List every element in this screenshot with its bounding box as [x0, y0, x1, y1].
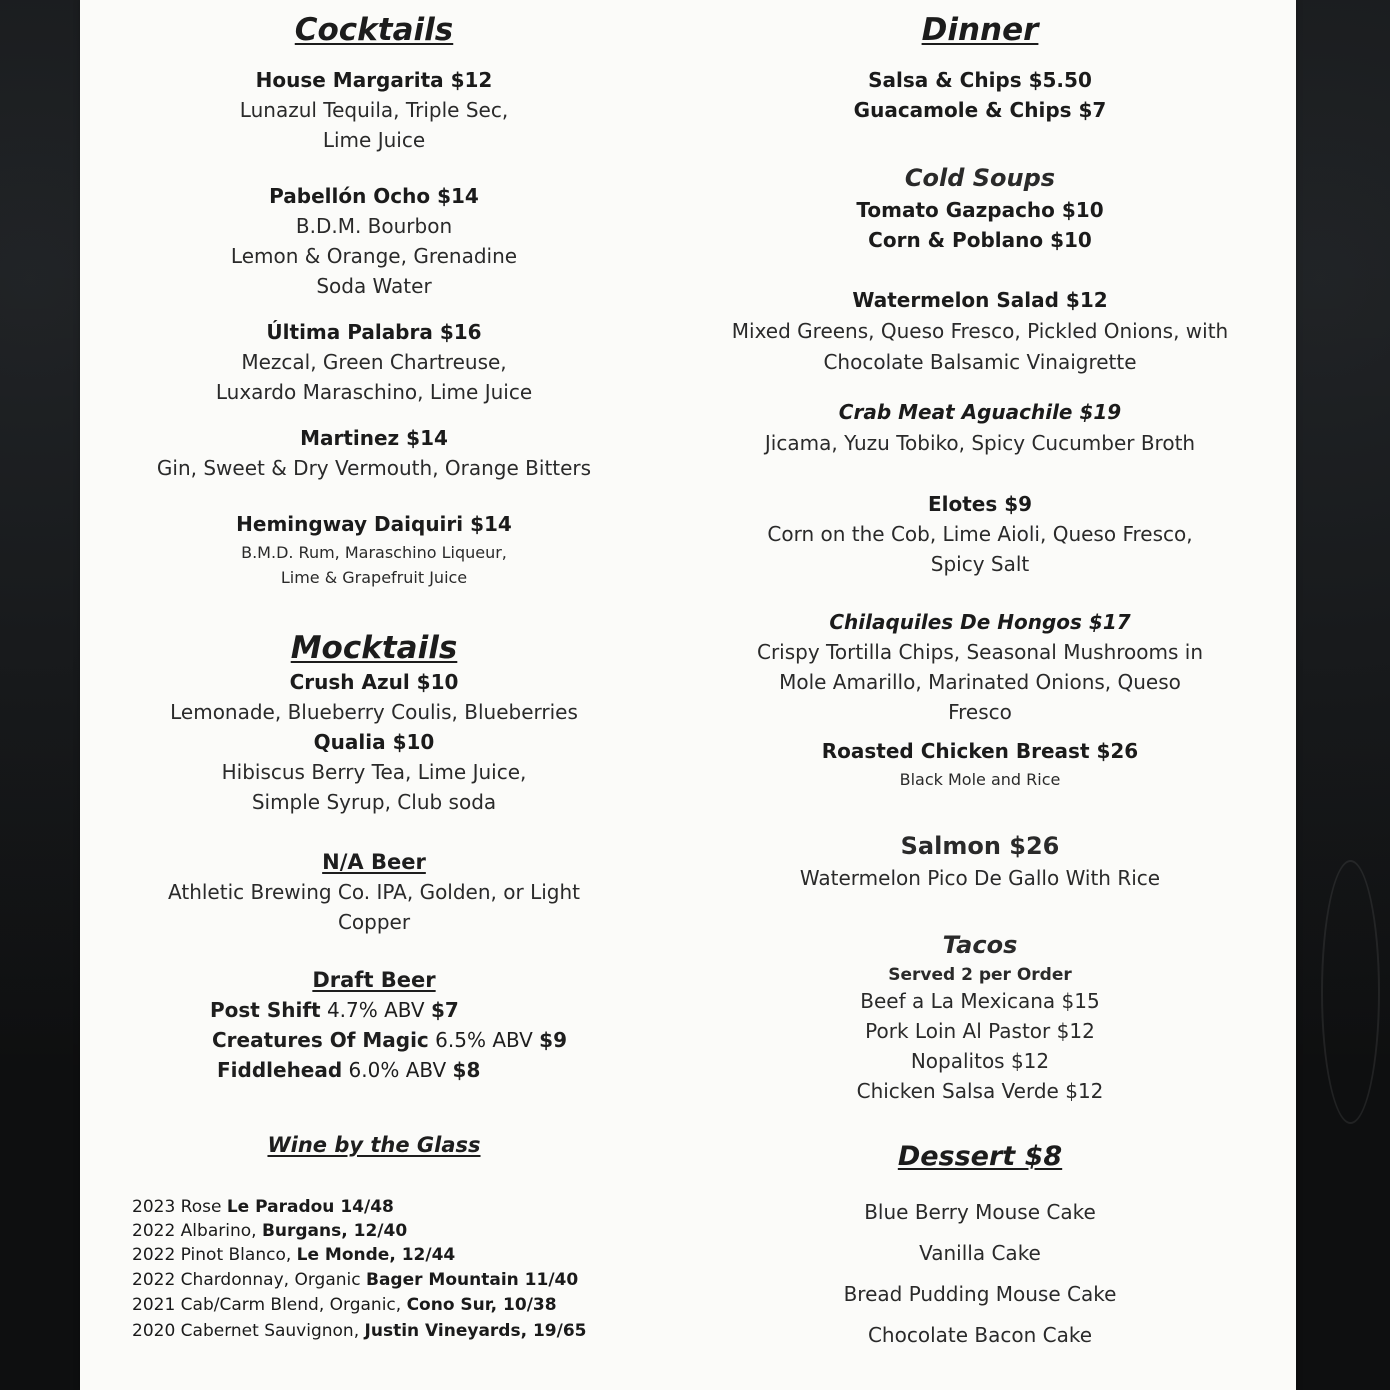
cocktail-desc: B.D.M. Bourbon — [295, 214, 453, 238]
mocktail-desc: Simple Syrup, Club soda — [251, 790, 497, 814]
wine-producer: Le Monde, 12/44 — [296, 1245, 456, 1265]
mocktail-name: Qualia $10 — [313, 730, 435, 754]
wine-producer: Bager Mountain 11/40 — [365, 1270, 579, 1290]
cocktail-desc: B.M.D. Rum, Maraschino Liqueur, — [241, 543, 507, 562]
tacos-title: Tacos — [942, 931, 1018, 959]
dessert-item: Chocolate Bacon Cake — [867, 1323, 1093, 1347]
cocktail-desc: Gin, Sweet & Dry Vermouth, Orange Bitters — [156, 456, 592, 480]
cocktail-name: Hemingway Daiquiri $14 — [236, 512, 512, 536]
cocktail-name: Martinez $14 — [300, 426, 448, 450]
dinner-item-desc: Spicy Salt — [930, 552, 1030, 576]
wine-varietal: Cabernet Sauvignon, — [180, 1321, 360, 1341]
dinner-item-desc: Black Mole and Rice — [899, 770, 1061, 789]
wine-varietal: Cab/Carm Blend, Organic, — [180, 1295, 402, 1315]
wine-item — [132, 1245, 692, 1265]
dessert-item: Bread Pudding Mouse Cake — [843, 1282, 1117, 1306]
cocktail-desc: Lime Juice — [322, 128, 426, 152]
cocktail-desc: Luxardo Maraschino, Lime Juice — [215, 380, 533, 404]
draft-beer-abv: 6.5% ABV — [435, 1028, 533, 1052]
draft-beer-name: Fiddlehead — [217, 1058, 343, 1082]
wine-producer: Cono Sur, 10/38 — [406, 1295, 557, 1315]
dinner-item-name: Roasted Chicken Breast $26 — [821, 739, 1139, 763]
dinner-item-name: Elotes $9 — [927, 492, 1033, 516]
dinner-item-desc: Jicama, Yuzu Tobiko, Spicy Cucumber Broth — [764, 431, 1196, 455]
dinner-item-desc: Mixed Greens, Queso Fresco, Pickled Onions, with — [731, 319, 1229, 343]
dinner-item-desc: Mole Amarillo, Marinated Onions, Queso — [779, 670, 1181, 694]
wine-producer: Le Paradou 14/48 — [226, 1197, 394, 1217]
dessert-item: Vanilla Cake — [919, 1241, 1041, 1265]
taco-item: Pork Loin Al Pastor $12 — [865, 1019, 1095, 1043]
cocktail-desc: Lime & Grapefruit Juice — [280, 568, 468, 587]
wine-varietal: Chardonnay, Organic — [180, 1270, 361, 1290]
wine-item — [132, 1295, 692, 1315]
wine-vintage: 2022 — [132, 1221, 176, 1241]
dinner-title: Dinner — [921, 12, 1039, 48]
wine-item — [132, 1321, 692, 1341]
cocktail-name: Pabellón Ocho $14 — [269, 184, 479, 208]
wine-producer: Justin Vineyards, 19/65 — [364, 1321, 587, 1341]
dinner-item-desc: Corn on the Cob, Lime Aioli, Queso Fresco, — [767, 522, 1193, 546]
cold-soups-title: Cold Soups — [904, 164, 1056, 192]
na-beer-title: N/A Beer — [322, 850, 426, 874]
menu-page — [80, 0, 1296, 1390]
taco-item: Chicken Salsa Verde $12 — [856, 1079, 1104, 1103]
wine-title: Wine by the Glass — [267, 1133, 481, 1157]
cocktail-name: House Margarita $12 — [255, 68, 493, 92]
taco-item: Beef a La Mexicana $15 — [860, 989, 1100, 1013]
wine-varietal: Albarino, — [180, 1221, 257, 1241]
draft-beer-name: Post Shift — [210, 998, 321, 1022]
draft-beer-price: $7 — [430, 998, 459, 1022]
cocktail-desc: Mezcal, Green Chartreuse, — [241, 350, 507, 374]
dinner-item-name: Watermelon Salad $12 — [852, 288, 1108, 312]
wine-vintage: 2022 — [132, 1270, 176, 1290]
starter-item: Salsa & Chips $5.50 — [868, 68, 1092, 92]
na-beer-desc: Copper — [337, 910, 411, 934]
draft-beer-name: Creatures Of Magic — [212, 1028, 429, 1052]
dinner-item-desc: Chocolate Balsamic Vinaigrette — [823, 350, 1137, 374]
cold-soup-item: Tomato Gazpacho $10 — [856, 198, 1104, 222]
mocktails-title: Mocktails — [290, 630, 458, 666]
dinner-item-desc: Crispy Tortilla Chips, Seasonal Mushrooms in — [756, 640, 1203, 664]
dinner-item-desc: Watermelon Pico De Gallo With Rice — [799, 866, 1161, 890]
wine-vintage: 2023 — [132, 1197, 176, 1217]
wine-item — [132, 1221, 692, 1241]
wine-vintage: 2022 — [132, 1245, 176, 1265]
dinner-item-name: Salmon $26 — [900, 832, 1060, 860]
wine-varietal: Rose — [180, 1197, 222, 1217]
cocktail-desc: Lemon & Orange, Grenadine — [230, 244, 518, 268]
draft-beer-item — [210, 998, 630, 1022]
dinner-item-name: Crab Meat Aguachile $19 — [838, 400, 1122, 424]
draft-beer-abv: 6.0% ABV — [348, 1058, 447, 1082]
draft-beer-item — [212, 1028, 632, 1052]
wine-vintage: 2021 — [132, 1295, 176, 1315]
mocktail-name: Crush Azul $10 — [289, 670, 459, 694]
wine-varietal: Pinot Blanco, — [180, 1245, 292, 1265]
dinner-item-name: Chilaquiles De Hongos $17 — [829, 610, 1131, 634]
mocktail-desc: Lemonade, Blueberry Coulis, Blueberries — [170, 700, 578, 724]
cold-soup-item: Corn & Poblano $10 — [868, 228, 1092, 252]
cocktail-name: Última Palabra $16 — [266, 320, 482, 344]
wine-item — [132, 1197, 692, 1217]
wine-producer: Burgans, 12/40 — [261, 1221, 408, 1241]
wine-vintage: 2020 — [132, 1321, 176, 1341]
draft-beer-price: $8 — [452, 1058, 481, 1082]
wine-item — [132, 1270, 692, 1290]
starter-item: Guacamole & Chips $7 — [853, 98, 1107, 122]
draft-beer-abv: 4.7% ABV — [326, 998, 425, 1022]
cocktail-desc: Soda Water — [316, 274, 432, 298]
draft-beer-title: Draft Beer — [312, 968, 436, 992]
draft-beer-item — [217, 1058, 637, 1082]
cocktails-title: Cocktails — [294, 12, 454, 48]
mocktail-desc: Hibiscus Berry Tea, Lime Juice, — [221, 760, 527, 784]
draft-beer-price: $9 — [539, 1028, 567, 1052]
background-right-edge — [1290, 0, 1390, 1390]
dessert-item: Blue Berry Mouse Cake — [864, 1200, 1096, 1224]
na-beer-desc: Athletic Brewing Co. IPA, Golden, or Light — [168, 880, 580, 904]
dinner-item-desc: Fresco — [948, 700, 1012, 724]
tacos-served-note: Served 2 per Order — [888, 965, 1072, 985]
dessert-title: Dessert $8 — [897, 1141, 1063, 1172]
taco-item: Nopalitos $12 — [910, 1049, 1050, 1073]
cocktail-desc: Lunazul Tequila, Triple Sec, — [239, 98, 509, 122]
